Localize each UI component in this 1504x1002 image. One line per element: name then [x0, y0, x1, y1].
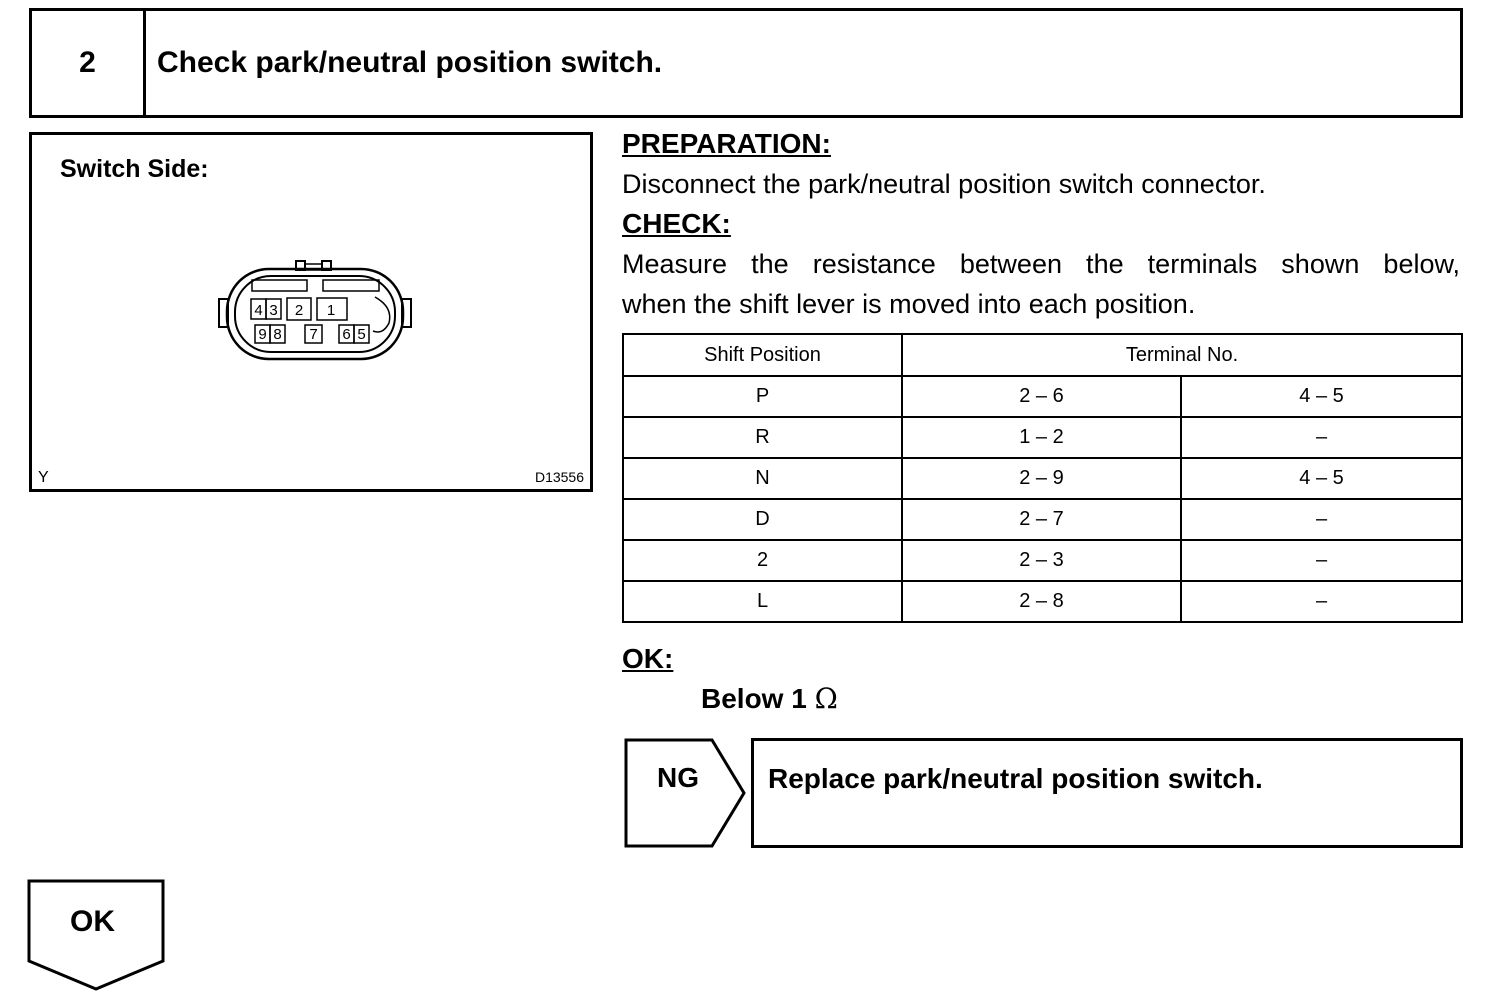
figure-corner-code: Y	[38, 469, 49, 486]
table-row	[623, 499, 1462, 540]
table-row	[623, 540, 1462, 581]
shift-position-cell: R	[623, 417, 902, 458]
table-row	[623, 581, 1462, 622]
pin-label: 8	[273, 326, 282, 343]
ng-label: NG	[657, 762, 699, 793]
shift-position-cell: L	[623, 581, 902, 622]
terminal-table	[622, 333, 1463, 623]
terminal-cell: –	[1181, 499, 1462, 540]
pin-label: 7	[309, 326, 318, 343]
terminal-cell: 2 – 3	[902, 540, 1181, 581]
pin-label: 6	[342, 326, 351, 343]
terminal-cell: –	[1181, 417, 1462, 458]
check-text-line2: when the shift lever is moved into each position.	[622, 289, 1196, 319]
figure-panel	[29, 132, 593, 492]
terminal-cell: 2 – 7	[902, 499, 1181, 540]
table-header-row	[623, 334, 1462, 376]
ok-label: OK:	[622, 643, 674, 674]
ohm-unit: Ω	[814, 682, 838, 715]
terminal-cell: 4 – 5	[1181, 458, 1462, 499]
terminal-cell: 2 – 6	[902, 376, 1181, 417]
check-text-line1: Measure the resistance between the terminals shown below,	[622, 249, 1460, 279]
terminal-cell: 1 – 2	[902, 417, 1181, 458]
connector-diagram	[217, 247, 417, 367]
ok-value	[701, 682, 838, 715]
header-terminal-no: Terminal No.	[902, 334, 1462, 376]
ok-arrow-label: OK	[70, 905, 115, 938]
shift-position-cell: 2	[623, 540, 902, 581]
shift-position-cell: P	[623, 376, 902, 417]
pin-label: 3	[269, 302, 278, 319]
pin-label: 2	[294, 302, 304, 319]
preparation-label: PREPARATION:	[622, 128, 831, 159]
terminal-cell: 4 – 5	[1181, 376, 1462, 417]
table-row	[623, 458, 1462, 499]
pin-label: 1	[326, 302, 336, 319]
ok-value-text: Below 1	[701, 683, 807, 714]
terminal-cell: –	[1181, 581, 1462, 622]
header-shift-position: Shift Position	[623, 334, 902, 376]
ng-action-text: Replace park/neutral position switch.	[768, 763, 1263, 794]
terminal-cell: –	[1181, 540, 1462, 581]
pin-label: 5	[357, 326, 366, 343]
figure-id: D13556	[534, 469, 584, 485]
ng-action-box	[751, 738, 1463, 848]
pin-label: 9	[258, 326, 267, 343]
terminal-cell: 2 – 8	[902, 581, 1181, 622]
step-header	[29, 8, 1463, 118]
step-title: Check park/neutral position switch.	[157, 46, 663, 79]
table-row	[623, 376, 1462, 417]
shift-position-cell: N	[623, 458, 902, 499]
table-row	[623, 417, 1462, 458]
pin-label: 4	[254, 302, 263, 319]
shift-position-cell: D	[623, 499, 902, 540]
step-number: 2	[32, 11, 146, 115]
check-label: CHECK:	[622, 208, 731, 239]
terminal-cell: 2 – 9	[902, 458, 1181, 499]
preparation-text: Disconnect the park/neutral position switch connector.	[622, 169, 1266, 199]
figure-caption: Switch Side:	[60, 155, 209, 183]
